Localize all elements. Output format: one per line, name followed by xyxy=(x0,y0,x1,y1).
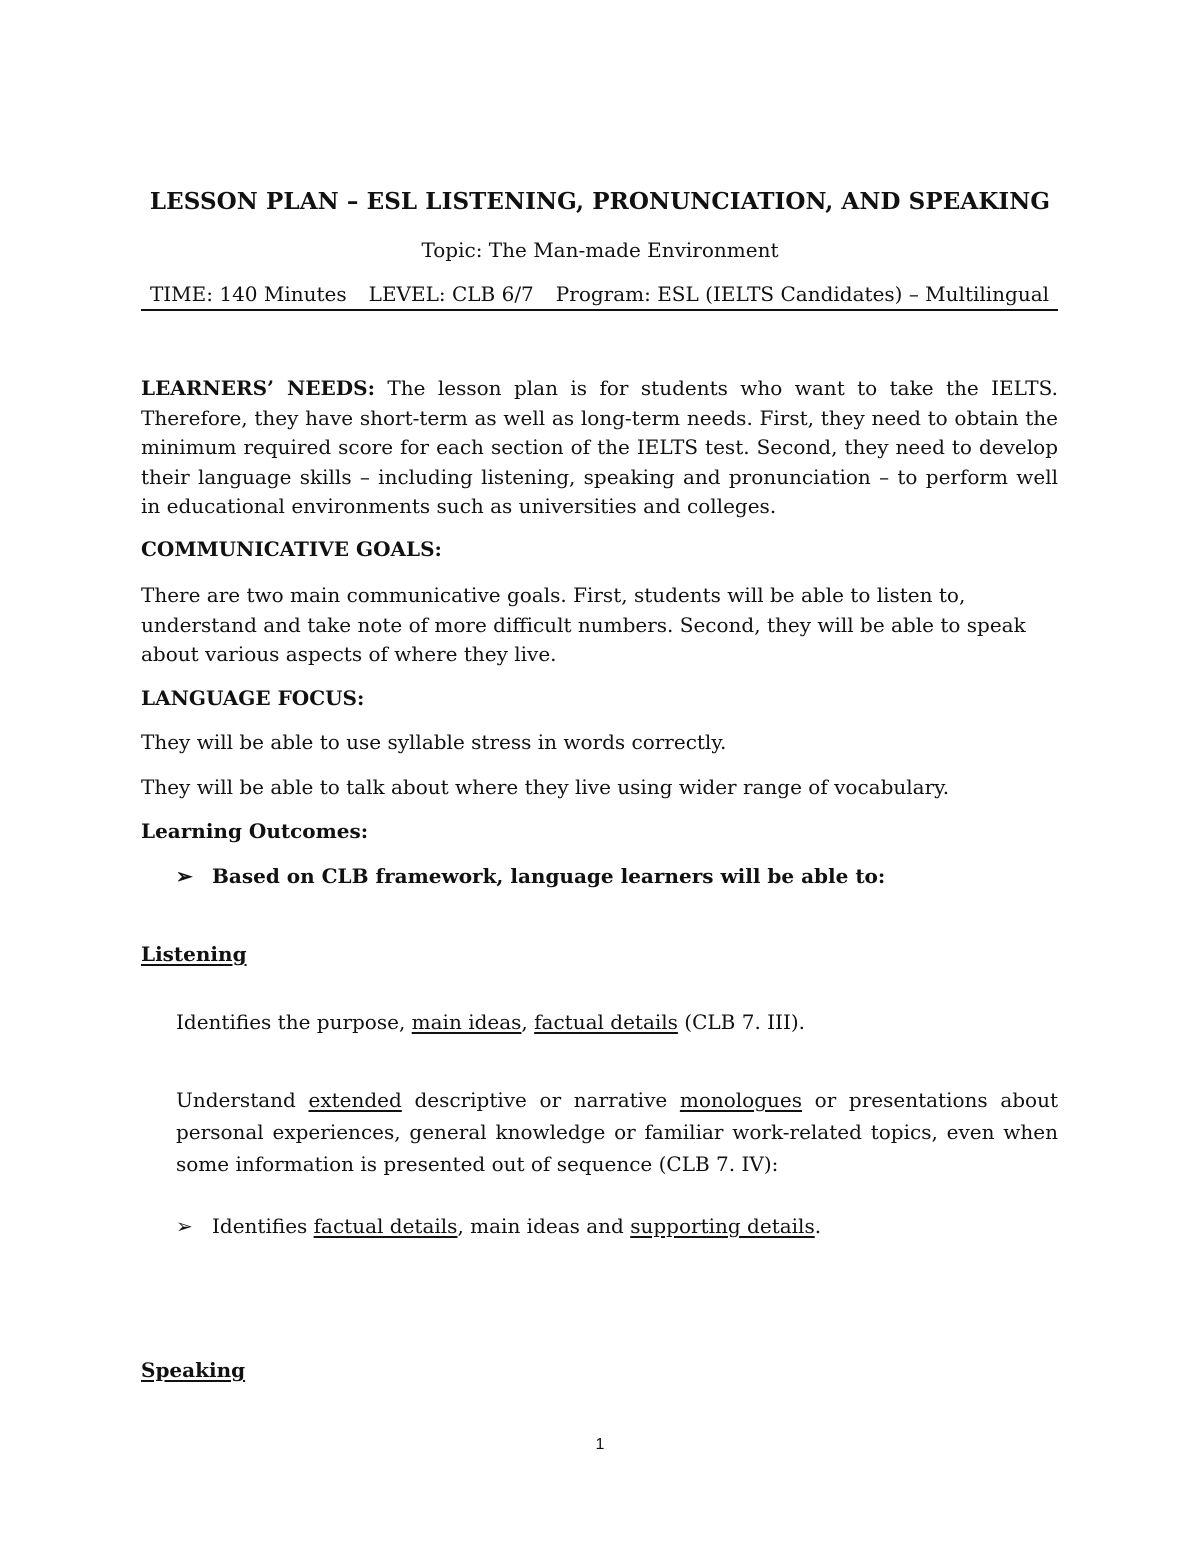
document-title: LESSON PLAN – ESL LISTENING, PRONUNCIATION, AND SPEAKING xyxy=(149,188,1051,215)
lesson-meta xyxy=(141,282,1058,306)
listening-item-1-underlined-factual-details: factual details xyxy=(534,1010,678,1034)
listening-sub-bullet-underlined-factual-details: factual details xyxy=(313,1214,458,1238)
listening-item-2 xyxy=(176,1084,1058,1180)
listening-sub-bullet-underlined-supporting-details: supporting details xyxy=(630,1214,815,1238)
program-info: Program: ESL (IELTS Candidates) – Multilingual xyxy=(555,282,1050,306)
listening-heading: Listening xyxy=(141,942,247,966)
listening-item-2-text-e: or presentations about personal experiences, general knowledge or familiar work-related topics, even when some information is presented out of sequence (CLB 7. IV): xyxy=(176,1088,1059,1176)
arrow-bullet-icon: ➢ xyxy=(176,864,193,888)
learners-needs-text: The lesson plan is for students who want to take the IELTS. Therefore, they have short-term as well as long-term needs. First, they need to obtain the minimum required score for each section of the IELTS test. Second, they need to develop their language skills – including listening, speaking and pronunciation – to perform well in educational environments such as universities and colleges. xyxy=(141,376,1058,518)
time-info: TIME: 140 Minutes xyxy=(149,282,347,306)
page-number: 1 xyxy=(595,1436,605,1453)
listening-item-1-text-c: , xyxy=(521,1010,535,1034)
language-focus-heading: LANGUAGE FOCUS: xyxy=(141,686,365,710)
listening-sub-bullet-text-a: Identifies xyxy=(212,1214,314,1238)
learners-needs-label: LEARNERS’ NEEDS: xyxy=(141,376,375,400)
listening-item-2-text-a: Understand xyxy=(176,1088,309,1112)
learning-outcomes-bullet xyxy=(176,864,885,888)
listening-item-1 xyxy=(176,1010,805,1034)
learning-outcomes-heading: Learning Outcomes: xyxy=(141,819,369,843)
listening-sub-bullet-text-e: . xyxy=(814,1214,822,1238)
listening-item-2-text-c: descriptive or narrative xyxy=(401,1088,680,1112)
level-info: LEVEL: CLB 6/7 xyxy=(368,282,534,306)
listening-item-1-text-e: (CLB 7. III). xyxy=(677,1010,806,1034)
language-focus-line-1: They will be able to use syllable stress in words correctly. xyxy=(141,730,727,754)
communicative-goals-heading: COMMUNICATIVE GOALS: xyxy=(141,537,442,561)
arrow-bullet-icon: ➢ xyxy=(176,1214,193,1238)
listening-sub-bullet-text-c: , main ideas and xyxy=(457,1214,631,1238)
topic-line: Topic: The Man-made Environment xyxy=(421,238,779,262)
listening-item-1-text-a: Identifies the purpose, xyxy=(176,1010,412,1034)
listening-sub-bullet xyxy=(176,1214,821,1238)
listening-item-1-underlined-main-ideas: main ideas xyxy=(411,1010,522,1034)
communicative-goals-text: There are two main communicative goals. First, students will be able to listen to, understand and take note of more difficult numbers. Second, they will be able to speak about various aspects of where they live. xyxy=(141,583,1026,666)
learners-needs-paragraph xyxy=(141,374,1058,522)
listening-item-2-underlined-monologues: monologues xyxy=(679,1088,803,1112)
speaking-heading: Speaking xyxy=(141,1358,246,1382)
language-focus-line-2: They will be able to talk about where they live using wider range of vocabulary. xyxy=(141,775,950,799)
listening-item-2-underlined-extended: extended xyxy=(308,1088,402,1112)
learning-outcomes-bullet-text: Based on CLB framework, language learners will be able to: xyxy=(212,864,886,888)
header-divider xyxy=(141,309,1058,311)
